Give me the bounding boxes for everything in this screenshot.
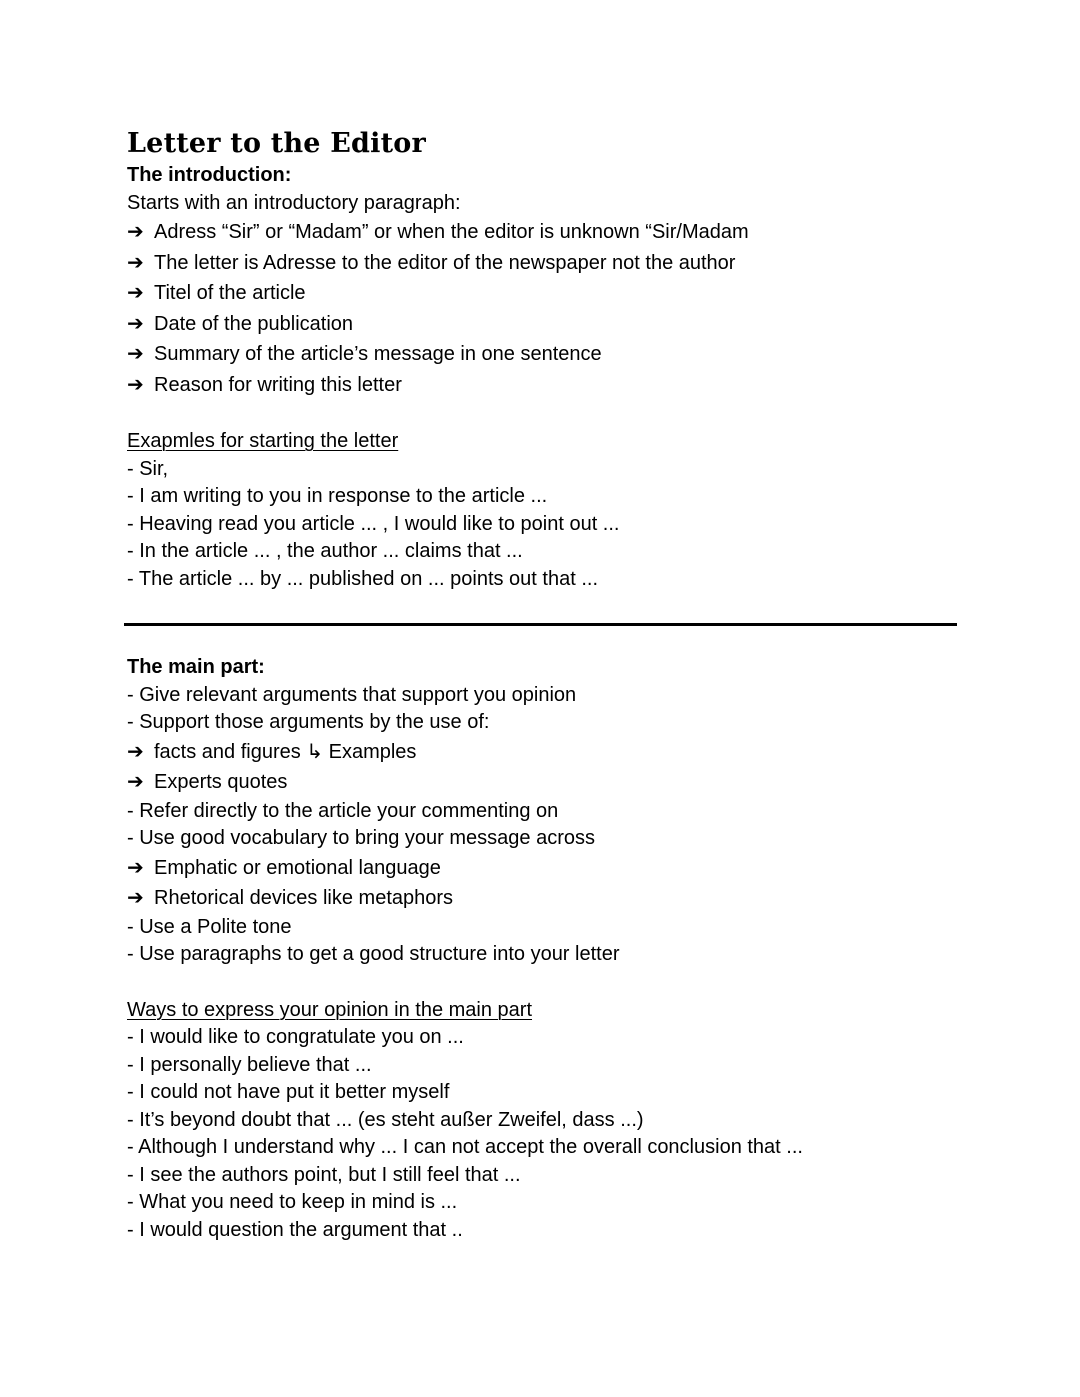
arrow-icon: ➔	[127, 282, 144, 304]
opinion-heading: Ways to express your opinion in the main part	[127, 998, 533, 1021]
arrow-icon: ➔	[127, 856, 144, 879]
list-item-text: Emphatic or emotional language	[154, 856, 441, 879]
page-title: Letter to the Editor	[127, 128, 426, 159]
spacer	[127, 400, 957, 428]
list-item	[127, 767, 957, 798]
list-item: - Support those arguments by the use of:	[127, 711, 490, 733]
list-item-text: Titel of the article	[154, 282, 306, 304]
arrow-icon: ➔	[127, 343, 144, 365]
list-item: - What you need to keep in mind is ...	[127, 1191, 458, 1213]
list-item	[127, 370, 957, 401]
list-item-text: The letter is Adresse to the editor of the newspaper not the author	[154, 251, 736, 274]
list-item: - Although I understand why ... I can not accept the overall conclusion that ...	[127, 1136, 803, 1158]
list-item: - I personally believe that ...	[127, 1053, 372, 1076]
spacer	[127, 969, 957, 997]
list-item: - Use paragraphs to get a good structure into your letter	[127, 943, 620, 965]
list-item	[127, 339, 957, 370]
list-item	[127, 883, 957, 914]
list-item	[127, 278, 957, 309]
list-item-text: Reason for writing this letter	[154, 373, 402, 396]
list-item: - It’s beyond doubt that ... (es steht außer Zweifel, dass ...)	[127, 1108, 644, 1131]
list-item-text: facts and figures ↳ Examples	[154, 740, 417, 763]
list-item-text: Adress “Sir” or “Madam” or when the editor is unknown “Sir/Madam	[154, 221, 749, 243]
examples-heading: Exapmles for starting the letter	[127, 430, 399, 452]
list-item-text: Rhetorical devices like metaphors	[154, 887, 454, 909]
intro-lead: Starts with an introductory paragraph:	[127, 191, 461, 214]
document-page-lower	[127, 654, 957, 1244]
list-item	[127, 217, 957, 248]
list-item-text: Experts quotes	[154, 771, 288, 793]
list-item: - Give relevant arguments that support you opinion	[127, 683, 577, 706]
list-item: - I am writing to you in response to the article ...	[127, 485, 548, 507]
document-page-upper	[127, 126, 957, 593]
list-item: - I would question the argument that ..	[127, 1218, 463, 1241]
opinion-list	[127, 1024, 957, 1244]
list-item: - Sir,	[127, 457, 169, 480]
main-heading: The main part:	[127, 656, 265, 678]
list-item: - In the article ... , the author ... claims that ...	[127, 540, 523, 562]
list-item	[127, 853, 957, 884]
list-item-text: Summary of the article’s message in one sentence	[154, 343, 602, 365]
arrow-icon: ➔	[127, 251, 144, 274]
list-item	[127, 309, 957, 340]
list-item: - Use good vocabulary to bring your message across	[127, 827, 596, 849]
list-item	[127, 737, 957, 768]
list-item: - The article ... by ... published on ... points out that ...	[127, 567, 598, 590]
list-item: - Use a Polite tone	[127, 915, 292, 938]
list-item: - I would like to congratulate you on ...	[127, 1026, 464, 1048]
examples-list	[127, 456, 957, 594]
arrow-icon: ➔	[127, 771, 144, 793]
main-points-list	[127, 682, 957, 969]
intro-heading: The introduction:	[127, 164, 292, 186]
arrow-icon: ➔	[127, 887, 144, 909]
arrow-icon: ➔	[127, 373, 144, 396]
list-item-text: Date of the publication	[154, 312, 354, 335]
arrow-icon: ➔	[127, 312, 144, 335]
section-divider	[124, 623, 957, 626]
intro-points-list	[127, 217, 957, 400]
list-item: - I could not have put it better myself	[127, 1081, 450, 1103]
list-item: - I see the authors point, but I still feel that ...	[127, 1163, 521, 1186]
arrow-icon: ➔	[127, 740, 144, 763]
list-item	[127, 248, 957, 279]
arrow-icon: ➔	[127, 221, 144, 243]
list-item: - Refer directly to the article your commenting on	[127, 799, 559, 822]
list-item: - Heaving read you article ... , I would like to point out ...	[127, 512, 620, 535]
